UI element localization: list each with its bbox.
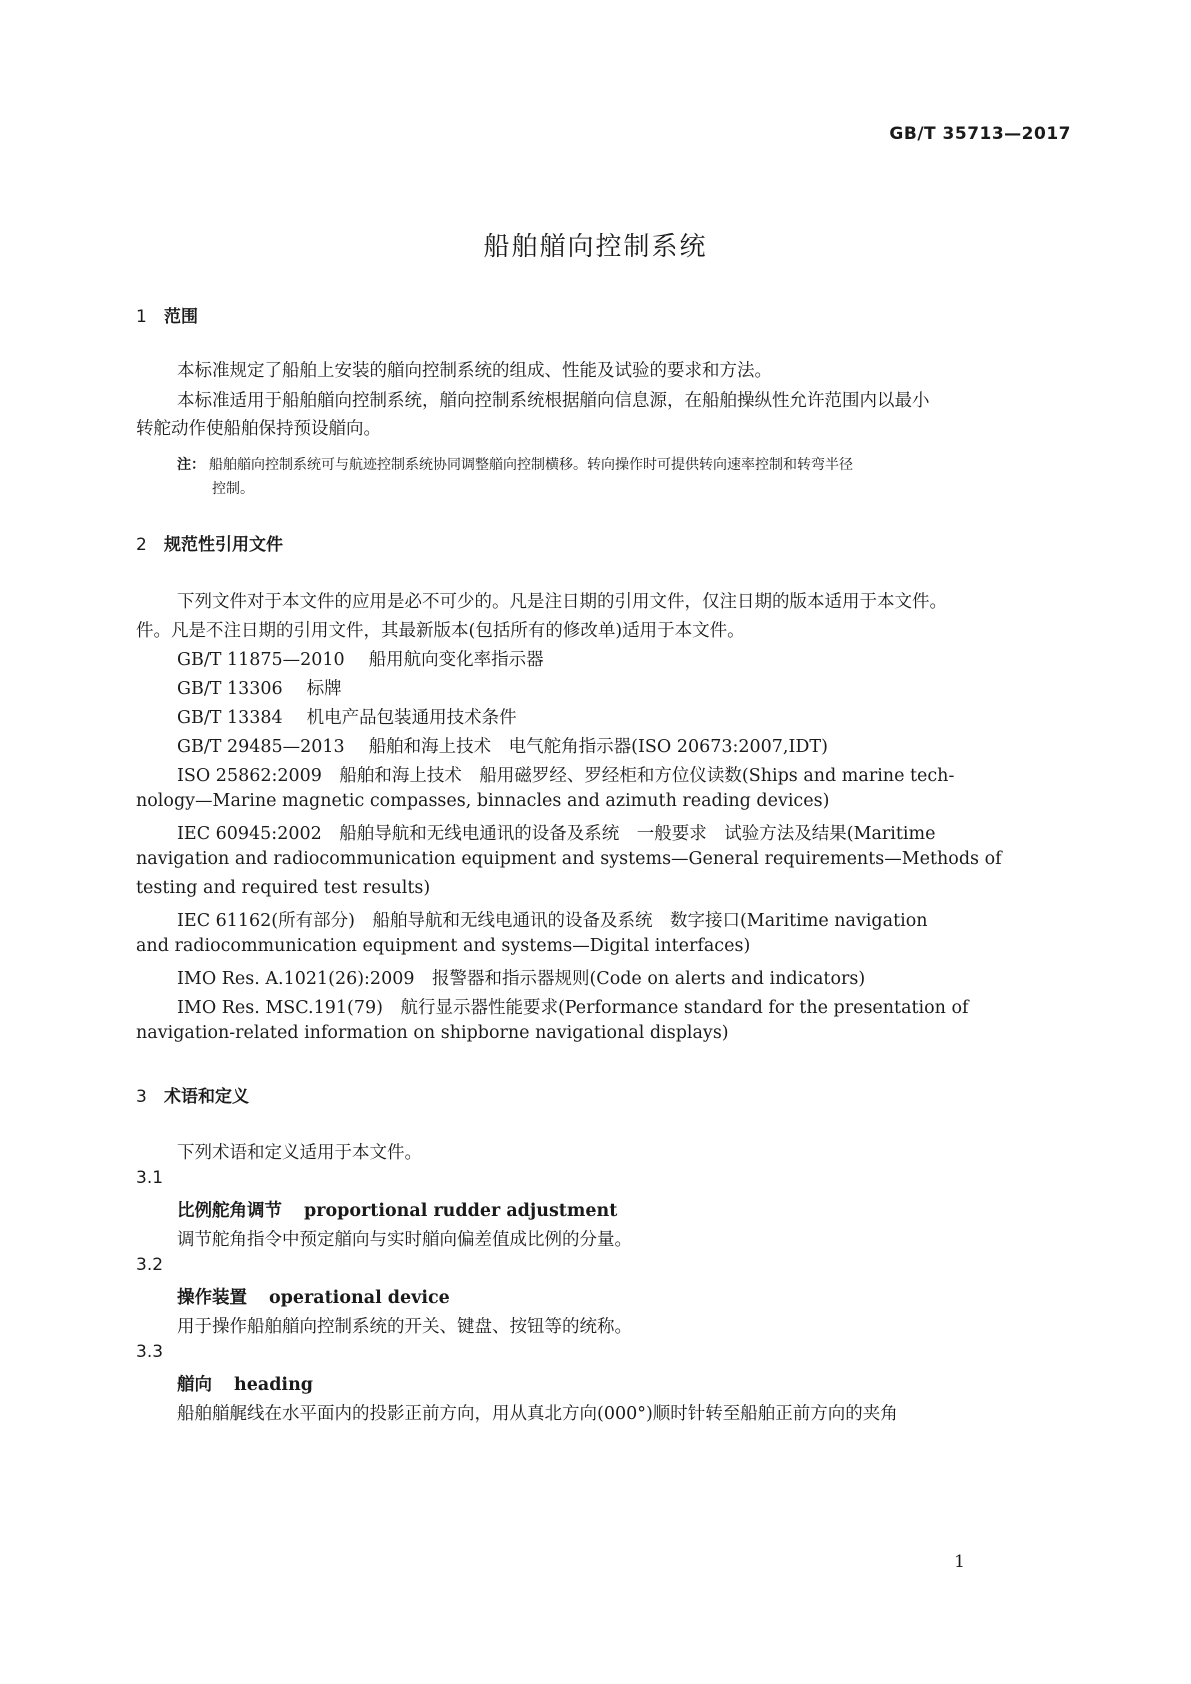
reference-imo-msc191-line-2: navigation-related information on shipborne navigational displays) — [136, 1023, 729, 1043]
reference-code: GB/T 13306 — [177, 679, 283, 699]
reference-item — [177, 675, 342, 700]
reference-iec61162-line-1: IEC 61162(所有部分) 船舶导航和无线电通讯的设备及系统 数字接口(Maritime navigation — [177, 911, 928, 931]
section-1-title: 范围 — [164, 307, 198, 327]
scope-paragraph-1: 本标准规定了船舶上安装的艏向控制系统的组成、性能及试验的要求和方法。 — [177, 361, 772, 381]
refs-intro-line-2: 件。凡是不注日期的引用文件，其最新版本(包括所有的修改单)适用于本文件。 — [136, 621, 745, 641]
term-english: heading — [234, 1375, 314, 1395]
reference-iso25862-line-1: ISO 25862:2009 船舶和海上技术 船用磁罗经、罗经柜和方位仪读数(Ships and marine tech- — [177, 766, 955, 786]
section-1-number: 1 — [136, 307, 147, 327]
term-heading — [177, 1284, 450, 1309]
term-definition: 用于操作船舶艏向控制系统的开关、键盘、按钮等的统称。 — [177, 1317, 632, 1337]
term-number: 3.3 — [136, 1342, 164, 1362]
reference-code: GB/T 11875—2010 — [177, 650, 345, 670]
scope-note — [177, 454, 853, 474]
term-definition: 调节舵角指令中预定艏向与实时艏向偏差值成比例的分量。 — [177, 1230, 632, 1250]
scope-paragraph-2-line-2: 转舵动作使船舶保持预设艏向。 — [136, 419, 381, 439]
section-2-number: 2 — [136, 535, 147, 555]
document-title: 船舶艏向控制系统 — [483, 232, 708, 262]
reference-title: 船舶和海上技术 电气舵角指示器(ISO 20673:2007,IDT) — [368, 737, 828, 757]
reference-item — [177, 704, 517, 729]
reference-imo-a1021: IMO Res. A.1021(26):2009 报警器和指示器规则(Code on alerts and indicators) — [177, 969, 866, 989]
note-text-line-2: 控制。 — [212, 481, 254, 497]
terms-intro: 下列术语和定义适用于本文件。 — [177, 1143, 422, 1163]
standard-code: GB/T 35713—2017 — [889, 124, 1071, 144]
reference-code: GB/T 13384 — [177, 708, 283, 728]
reference-iec61162-line-2: and radiocommunication equipment and systems—Digital interfaces) — [136, 936, 751, 956]
section-1-heading — [136, 302, 198, 327]
reference-title: 标牌 — [306, 679, 342, 699]
term-chinese: 艏向 — [177, 1375, 212, 1395]
section-2-title: 规范性引用文件 — [164, 535, 283, 555]
reference-iec60945-line-1: IEC 60945:2002 船舶导航和无线电通讯的设备及系统 一般要求 试验方法及结果(Maritime — [177, 824, 936, 844]
reference-item — [177, 646, 544, 671]
term-english: proportional rudder adjustment — [304, 1201, 618, 1221]
reference-imo-msc191-line-1: IMO Res. MSC.191(79) 航行显示器性能要求(Performance standard for the presentation of — [177, 998, 969, 1018]
term-english: operational device — [269, 1288, 450, 1308]
section-3-number: 3 — [136, 1087, 147, 1107]
term-heading — [177, 1371, 313, 1396]
note-text-line-1: 船舶艏向控制系统可与航迹控制系统协同调整艏向控制横移。转向操作时可提供转向速率控制和转弯半径 — [209, 457, 853, 473]
reference-title: 船用航向变化率指示器 — [368, 650, 544, 670]
term-heading — [177, 1197, 617, 1222]
reference-iec60945-line-3: testing and required test results) — [136, 878, 431, 898]
term-definition: 船舶艏艉线在水平面内的投影正前方向，用从真北方向(000°)顺时针转至船舶正前方向的夹角 — [177, 1404, 898, 1424]
term-number: 3.1 — [136, 1168, 164, 1188]
page-number: 1 — [954, 1552, 965, 1572]
reference-iec60945-line-2: navigation and radiocommunication equipment and systems—General requirements—Methods of — [136, 849, 1002, 869]
section-3-title: 术语和定义 — [164, 1087, 249, 1107]
term-chinese: 操作装置 — [177, 1288, 247, 1308]
note-label: 注： — [177, 457, 205, 473]
reference-title: 机电产品包装通用技术条件 — [306, 708, 517, 728]
reference-iso25862-line-2: nology—Marine magnetic compasses, binnacles and azimuth reading devices) — [136, 791, 830, 811]
reference-item — [177, 733, 828, 758]
term-chinese: 比例舵角调节 — [177, 1201, 282, 1221]
term-number: 3.2 — [136, 1255, 164, 1275]
scope-paragraph-2-line-1: 本标准适用于船舶艏向控制系统，艏向控制系统根据艏向信息源，在船舶操纵性允许范围内以最小 — [177, 391, 930, 411]
refs-intro-line-1: 下列文件对于本文件的应用是必不可少的。凡是注日期的引用文件，仅注日期的版本适用于本文件。 — [177, 592, 947, 612]
section-3-heading — [136, 1082, 249, 1107]
section-2-heading — [136, 530, 283, 555]
reference-code: GB/T 29485—2013 — [177, 737, 345, 757]
